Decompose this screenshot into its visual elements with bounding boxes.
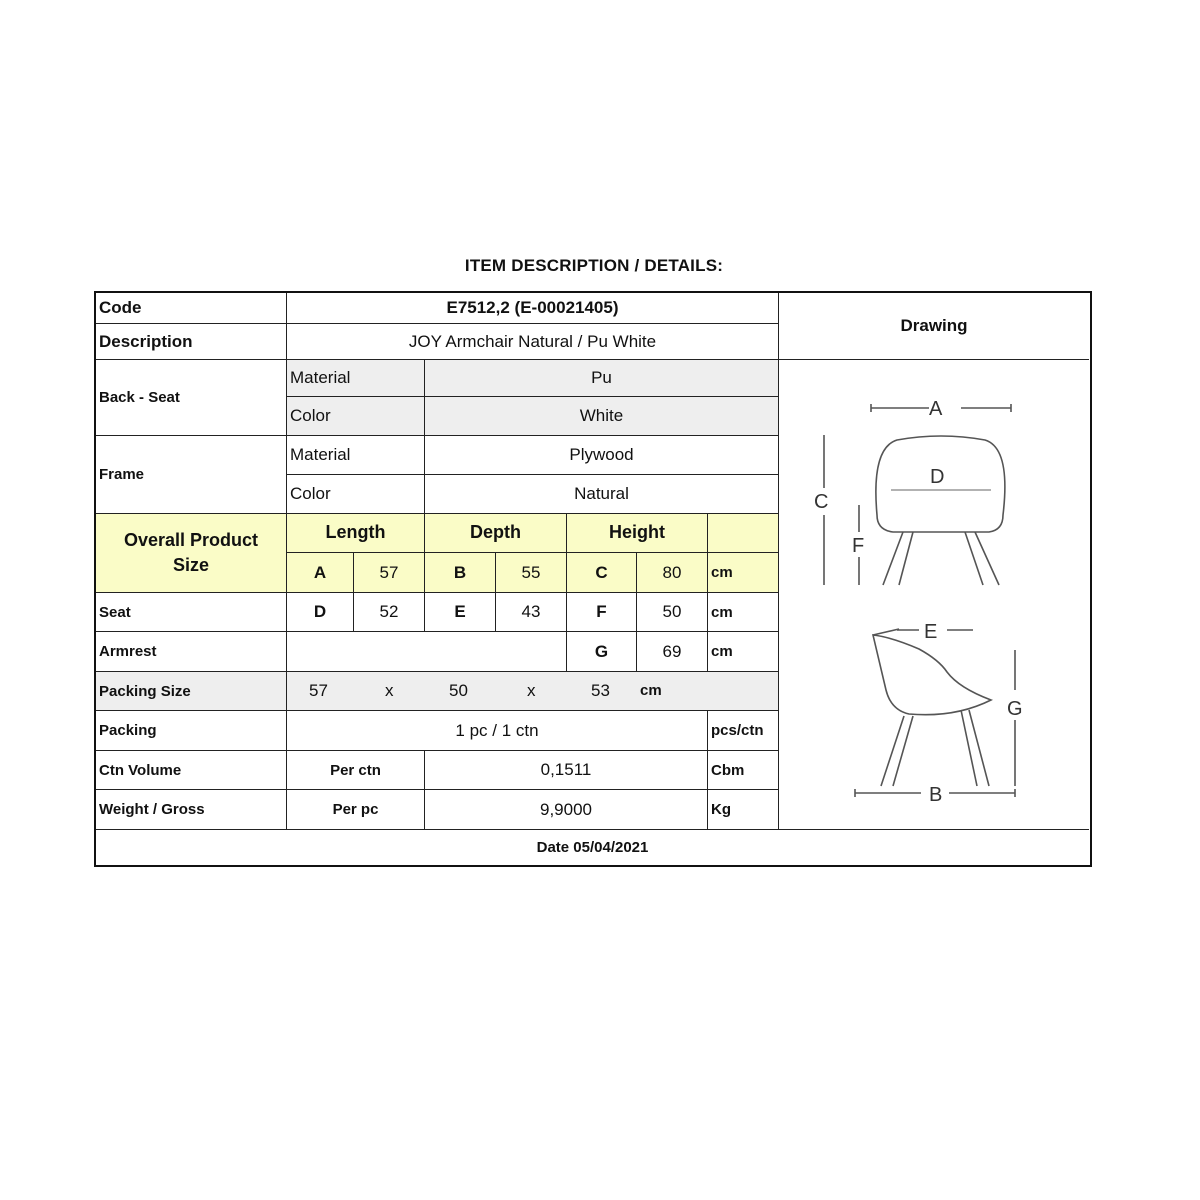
drawing-letter-a: A xyxy=(929,398,943,420)
packing-size-label: Packing Size xyxy=(96,672,287,711)
back-seat-material-label: Material xyxy=(287,360,425,397)
frame-color-label: Color xyxy=(287,475,425,514)
ctn-volume-per: Per ctn xyxy=(287,751,425,790)
drawing-letter-g: G xyxy=(1007,698,1023,720)
dim-c-value: 80 xyxy=(637,553,708,593)
code-label: Code xyxy=(96,293,287,324)
length-header: Length xyxy=(287,514,425,553)
drawing-header: Drawing xyxy=(779,293,1089,360)
packing-size-values xyxy=(287,672,779,711)
weight-unit: Kg xyxy=(708,790,779,830)
side-shell-shape xyxy=(873,635,991,715)
packing-x1: x xyxy=(385,681,394,700)
drawing-area xyxy=(779,360,1089,830)
ctn-volume-unit: Cbm xyxy=(708,751,779,790)
dim-g-value: 69 xyxy=(637,632,708,672)
dim-e-value: 43 xyxy=(496,593,567,632)
weight-value: 9,9000 xyxy=(425,790,708,830)
item-details-table xyxy=(94,291,1092,867)
back-seat-color-label: Color xyxy=(287,397,425,436)
seat-unit: cm xyxy=(708,593,779,632)
packing-height: 53 xyxy=(591,681,610,700)
drawing-letter-d: D xyxy=(930,466,945,488)
weight-per: Per pc xyxy=(287,790,425,830)
armrest-label: Armrest xyxy=(96,632,287,672)
packing-x2: x xyxy=(527,681,536,700)
chair-drawing xyxy=(779,360,1089,830)
dim-b-label: B xyxy=(425,553,496,593)
side-backrest-line xyxy=(873,629,899,635)
armrest-unit: cm xyxy=(708,632,779,672)
ctn-volume-label: Ctn Volume xyxy=(96,751,287,790)
drawing-letter-e: E xyxy=(924,621,938,643)
packing-label: Packing xyxy=(96,711,287,751)
dim-c-label: C xyxy=(567,553,637,593)
packing-width: 50 xyxy=(449,681,468,700)
armrest-blank xyxy=(287,632,567,672)
drawing-letter-f: F xyxy=(852,535,865,557)
depth-header: Depth xyxy=(425,514,567,553)
frame-label: Frame xyxy=(96,436,287,514)
weight-label: Weight / Gross xyxy=(96,790,287,830)
back-seat-color-value: White xyxy=(425,397,779,436)
frame-material-value: Plywood xyxy=(425,436,779,475)
overall-unit: cm xyxy=(708,553,779,593)
side-legs xyxy=(881,710,989,786)
back-seat-label: Back - Seat xyxy=(96,360,287,436)
code-value: E7512,2 (E-00021405) xyxy=(287,293,779,324)
drawing-letter-b: B xyxy=(929,784,943,806)
seat-label: Seat xyxy=(96,593,287,632)
date-footer: Date 05/04/2021 xyxy=(96,830,1089,864)
packing-unit: pcs/ctn xyxy=(708,711,779,751)
height-header: Height xyxy=(567,514,708,553)
dim-g-label: G xyxy=(567,632,637,672)
back-seat-material-value: Pu xyxy=(425,360,779,397)
dim-f-label: F xyxy=(567,593,637,632)
packing-length: 57 xyxy=(309,681,328,700)
drawing-letter-c: C xyxy=(814,491,829,513)
overall-header-blank xyxy=(708,514,779,553)
description-value: JOY Armchair Natural / Pu White xyxy=(287,324,779,360)
dim-b-value: 55 xyxy=(496,553,567,593)
packing-size-unit: cm xyxy=(640,682,662,699)
frame-color-value: Natural xyxy=(425,475,779,514)
dim-d-value: 52 xyxy=(354,593,425,632)
overall-size-label: Overall Product Size xyxy=(96,514,287,593)
packing-value: 1 pc / 1 ctn xyxy=(287,711,708,751)
dim-f-value: 50 xyxy=(637,593,708,632)
page-title: ITEM DESCRIPTION / DETAILS: xyxy=(464,256,724,275)
description-label: Description xyxy=(96,324,287,360)
front-legs xyxy=(883,532,999,585)
dim-e-label: E xyxy=(425,593,496,632)
dim-d-label: D xyxy=(287,593,354,632)
dim-a-label: A xyxy=(287,553,354,593)
dim-a-value: 57 xyxy=(354,553,425,593)
ctn-volume-value: 0,1511 xyxy=(425,751,708,790)
frame-material-label: Material xyxy=(287,436,425,475)
